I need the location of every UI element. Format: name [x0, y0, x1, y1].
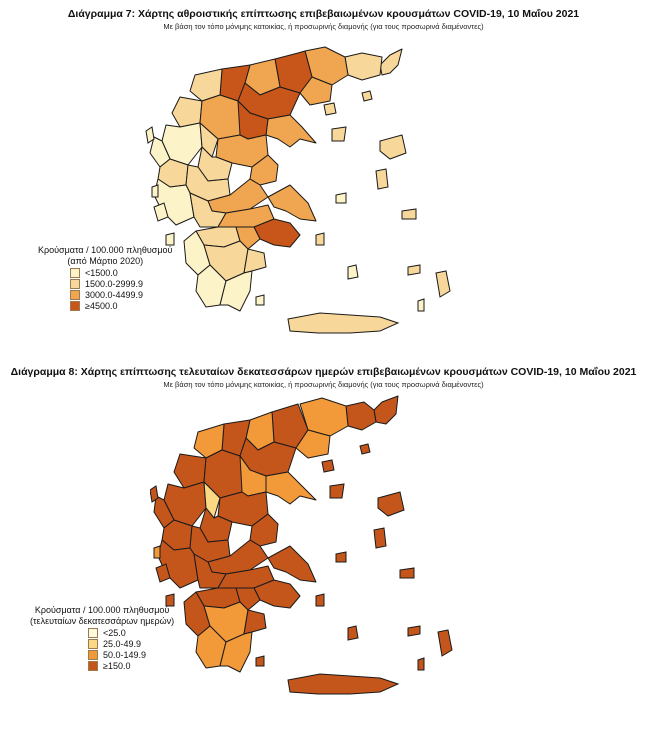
- map1-island-rhodes: [436, 271, 450, 297]
- map1-title: Διάγραμμα 7: Χάρτης αθροιστικής επίπτωσης επιβεβαιωμένων κρουσμάτων COVID-19, 10 Μαΐου 2021: [67, 8, 580, 20]
- map2-island-kythira: [256, 656, 264, 666]
- map2-island-naxos: [348, 626, 358, 640]
- map2-island-lesvos: [378, 492, 404, 516]
- map1-legend-item: 3000.0-4499.9: [70, 289, 172, 300]
- map2-legend-swatch: [88, 628, 98, 638]
- map1-region-rodopi: [345, 53, 382, 80]
- map1-island-chios: [376, 169, 388, 189]
- map1-legend-swatch: [70, 279, 80, 289]
- map1-legend-title: Κρούσματα / 100.000 πληθυσμού: [38, 245, 173, 255]
- map1-legend-swatch: [70, 268, 80, 278]
- map1-legend-item: 1500.0-2999.9: [70, 278, 172, 289]
- map1-legend-subtitle: (από Μάρτιο 2020): [67, 256, 144, 266]
- map2-legend: [30, 605, 174, 671]
- map1-island-thasos: [324, 103, 336, 115]
- map1-region-evros: [380, 49, 402, 75]
- map2-title: Διάγραμμα 8: Χάρτης επίπτωσης τελευταίων δεκατεσσάρων ημερών επιβεβαιωμένων κρουσμάτων COVID-19, 10 Μαΐου 2021: [10, 366, 637, 378]
- map2-island-rhodes: [438, 630, 452, 656]
- map1-island-zakynthos: [166, 233, 174, 245]
- map2-island-thasos: [322, 460, 334, 472]
- map1-region-argolida: [244, 249, 266, 273]
- map1-island-limnos: [332, 127, 346, 141]
- map2-region-chalkidiki: [266, 472, 316, 504]
- map2-island-skyros: [336, 552, 346, 562]
- map2-legend-item: ≥150.0: [88, 660, 174, 671]
- map1-island-lesvos: [380, 135, 406, 159]
- map1-island-karpathos: [418, 299, 424, 311]
- map1-island-kos: [408, 265, 420, 275]
- map2-region-argolida: [244, 610, 266, 634]
- map1-island-lefkada: [152, 185, 158, 197]
- map1-legend: [38, 245, 172, 311]
- map1-island-andros: [316, 233, 324, 245]
- map1-island-samos: [402, 209, 416, 219]
- map1-greece-choropleth: [140, 35, 520, 355]
- map2-legend-swatch: [88, 650, 98, 660]
- map2-region-rodopi: [346, 402, 376, 430]
- map1-island-crete: [288, 313, 398, 333]
- map2-legend-swatch: [88, 639, 98, 649]
- map1-island-samothraki: [362, 91, 372, 101]
- map2-island-chios: [374, 528, 386, 548]
- map2-island-karpathos: [418, 658, 424, 670]
- map1-island-skyros: [336, 193, 346, 203]
- map1-island-naxos: [348, 265, 358, 279]
- map2-island-samos: [400, 568, 414, 578]
- map2-legend-item: <25.0: [88, 627, 174, 638]
- map2-legend-subtitle: (τελευταίων δεκατεσσάρων ημερών): [30, 616, 175, 626]
- map2-greece-choropleth: [150, 392, 540, 712]
- map1-legend-item: ≥4500.0: [70, 300, 172, 311]
- map2-legend-item: 25.0-49.9: [88, 638, 174, 649]
- map2-island-andros: [316, 594, 324, 606]
- map1-legend-swatch: [70, 301, 80, 311]
- map1-legend-item: <1500.0: [70, 267, 172, 278]
- map2-legend-swatch: [88, 661, 98, 671]
- map2-island-kos: [408, 626, 420, 636]
- map2-island-samothraki: [360, 444, 370, 454]
- map1-region-kastoria: [172, 97, 202, 127]
- map2-island-crete: [288, 674, 398, 694]
- map2-region-evros: [374, 396, 398, 424]
- map2-island-lefkada: [154, 546, 160, 558]
- map2-legend-title: Κρούσματα / 100.000 πληθυσμού: [34, 605, 170, 615]
- map2-island-limnos: [330, 484, 344, 498]
- map1-island-kythira: [256, 295, 264, 305]
- map1-region-evia: [268, 185, 316, 221]
- map2-legend-item: 50.0-149.9: [88, 649, 174, 660]
- map2-subtitle: Με βάση τον τόπο μόνιμης κατοικίας, ή προσωρινής διαμονής (για τους προσωρινά διαμένοντες): [163, 380, 484, 389]
- map1-region-chalkidiki: [266, 115, 316, 147]
- map1-subtitle: Με βάση τον τόπο μόνιμης κατοικίας, ή προσωρινής διαμονής (για τους προσωρινά διαμένοντες): [163, 22, 484, 31]
- map1-legend-swatch: [70, 290, 80, 300]
- map2-region-evia: [268, 546, 316, 582]
